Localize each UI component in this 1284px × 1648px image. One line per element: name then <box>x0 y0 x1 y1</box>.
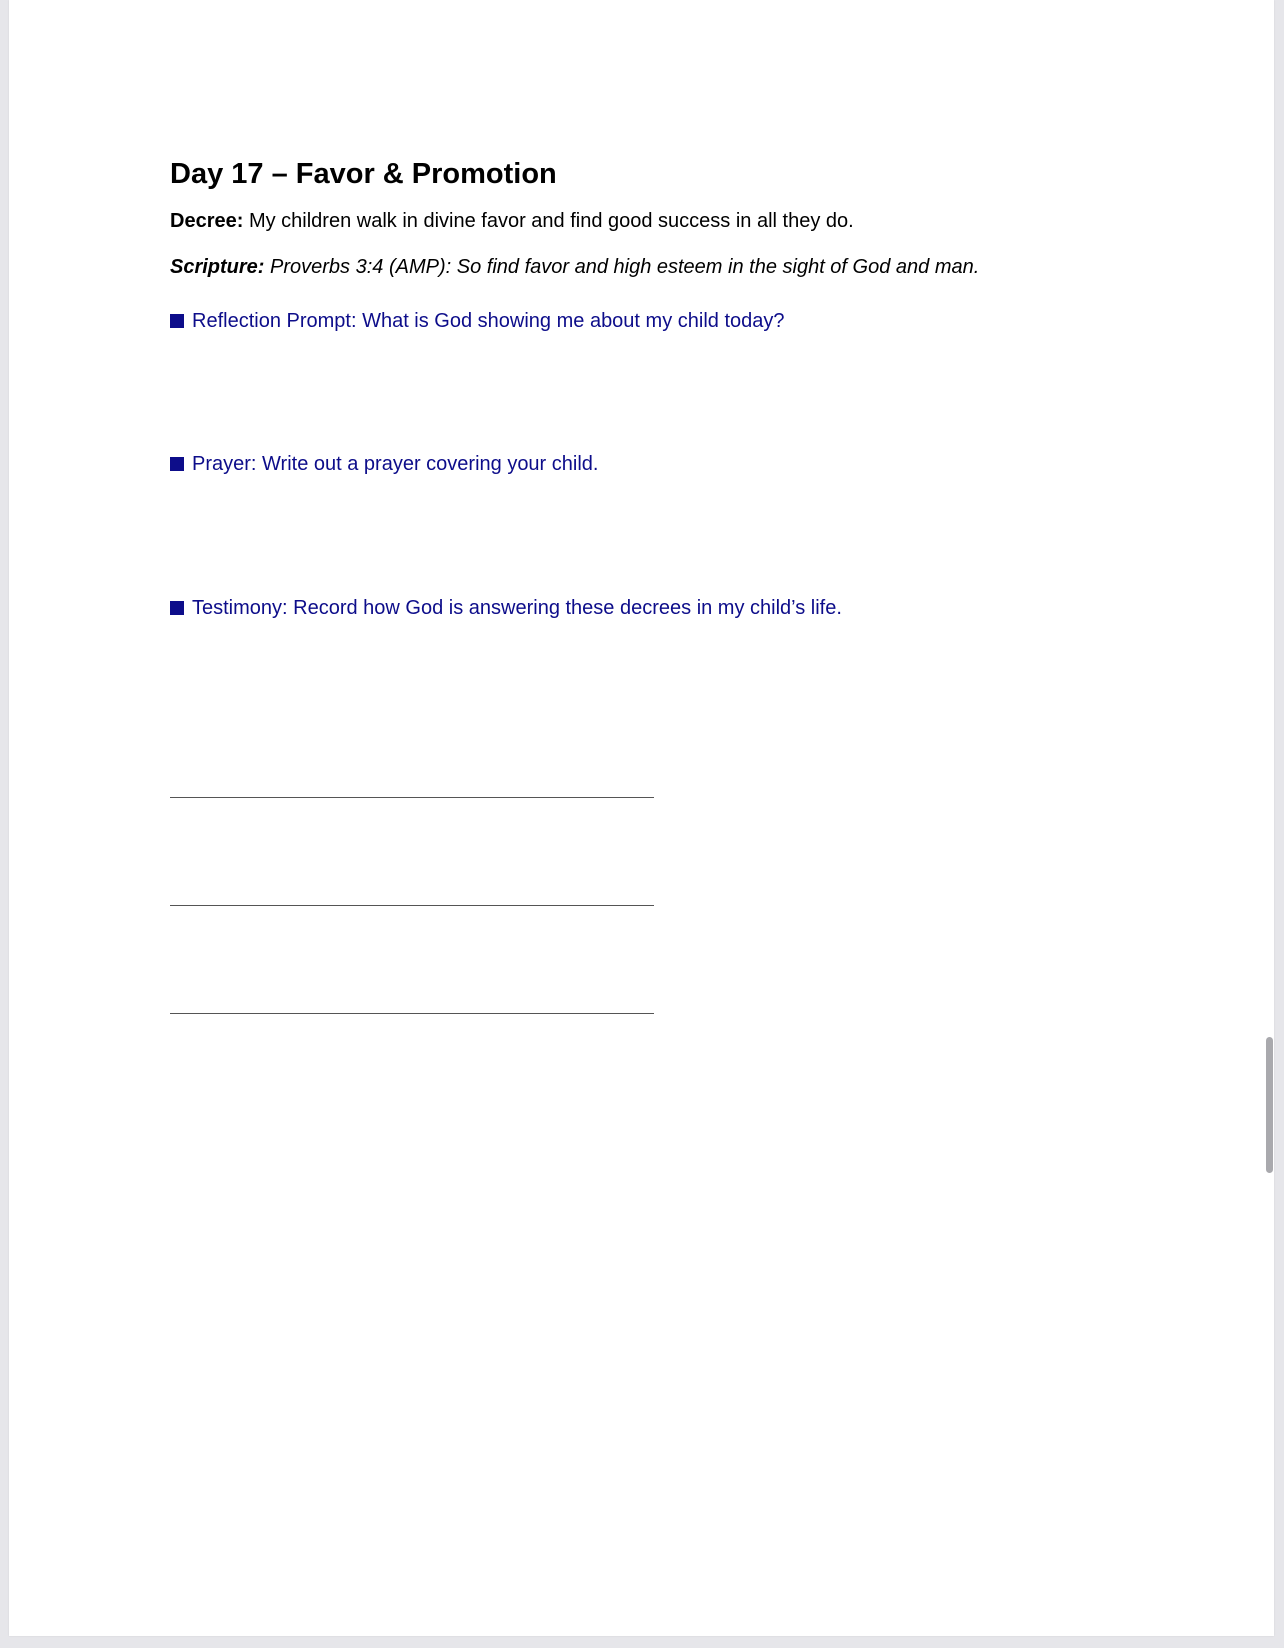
reflection-prompt <box>170 310 785 333</box>
page-title: Day 17 – Favor & Promotion <box>170 158 557 190</box>
decree-line <box>170 210 854 233</box>
blue-square-icon <box>170 314 184 328</box>
writing-line <box>170 1013 654 1014</box>
scripture-label: Scripture: <box>170 256 265 278</box>
testimony-prompt <box>170 597 842 620</box>
vertical-scrollbar-thumb[interactable] <box>1266 1037 1273 1173</box>
writing-line <box>170 905 654 906</box>
decree-text: My children walk in divine favor and find good success in all they do. <box>243 210 854 232</box>
reflection-prompt-text: Reflection Prompt: What is God showing me about my child today? <box>192 310 785 332</box>
decree-label: Decree: <box>170 210 244 232</box>
testimony-prompt-text: Testimony: Record how God is answering these decrees in my child’s life. <box>192 597 842 619</box>
scripture-line <box>170 256 979 279</box>
scripture-text: Proverbs 3:4 (AMP): So find favor and high esteem in the sight of God and man. <box>264 256 980 278</box>
writing-line <box>170 797 654 798</box>
document-page <box>9 0 1274 1636</box>
blue-square-icon <box>170 601 184 615</box>
prayer-prompt-text: Prayer: Write out a prayer covering your child. <box>192 453 599 475</box>
blue-square-icon <box>170 457 184 471</box>
prayer-prompt <box>170 453 598 476</box>
